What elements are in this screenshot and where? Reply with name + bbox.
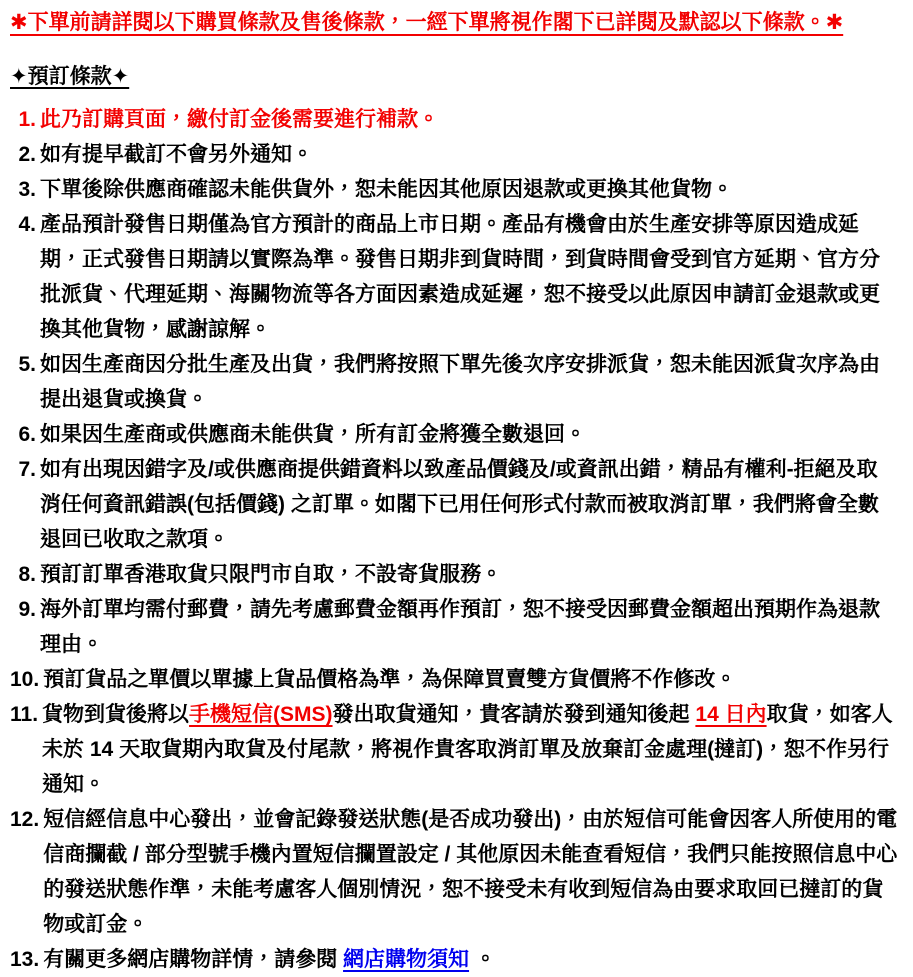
- warning-text: ✱下單前請詳閱以下購買條款及售後條款，一經下單將視作閣下已詳閱及默認以下條款。✱: [10, 11, 844, 34]
- item-text: [40, 452, 898, 557]
- item-text-content: 有關更多網店購物詳情，請參閱: [43, 948, 344, 971]
- term-item-13: [10, 942, 898, 977]
- term-item-2: [10, 137, 898, 172]
- item-number: 2.: [18, 143, 36, 166]
- term-item-5: [10, 347, 898, 417]
- item-number: 1.: [18, 108, 36, 131]
- item-text-content: 發出取貨通知，貴客請於發到通知後起: [332, 703, 696, 726]
- item-text-content: 如果因生產商或供應商未能供貨，所有訂金將獲全數退回。: [40, 423, 586, 446]
- term-item-6: [10, 417, 898, 452]
- item-text-content: 。: [469, 948, 496, 971]
- term-item-12: [10, 802, 898, 942]
- pre-order-warning-banner: [10, 6, 898, 40]
- item-text-content: 產品預計發售日期僅為官方預計的商品上市日期。產品有機會由於生產安排等原因造成延期，正式發售日期請以實際為準。發售日期非到貨時間，到貨時間會受到官方延期、官方分批派貨、代理延期、海關物流等各方面因素造成延遲，恕不接受以此原因申請訂金退款或更換其他貨物，感謝諒解。: [40, 213, 880, 341]
- item-number: 8.: [18, 563, 36, 586]
- section-heading-text: ✦預訂條款✦: [10, 65, 130, 88]
- item-text: [40, 417, 898, 452]
- item-text-content: 下單後除供應商確認未能供貨外，恕未能因其他原因退款或更換其他貨物。: [40, 178, 733, 201]
- item-number: 4.: [18, 213, 36, 236]
- item-number: 11.: [10, 703, 39, 726]
- item-text: [40, 592, 898, 662]
- item-text: [40, 172, 898, 207]
- item-text-content: 貨物到貨後將以: [42, 703, 190, 726]
- term-item-11: [10, 697, 898, 802]
- item-text-content: 預訂貨品之單價以單據上貨品價格為準，為保障買賣雙方貨價將不作修改。: [43, 668, 737, 691]
- item-text: [43, 942, 898, 977]
- section-heading: [10, 60, 898, 94]
- term-item-4: [10, 207, 898, 347]
- store-shopping-guide-link[interactable]: 網店購物須知: [343, 948, 470, 971]
- term-item-8: [10, 557, 898, 592]
- item-text: [40, 137, 898, 172]
- item-number: 13.: [10, 948, 40, 971]
- item-number: 9.: [18, 598, 36, 621]
- item-number: 6.: [18, 423, 36, 446]
- item-number: 3.: [18, 178, 36, 201]
- item-text: [43, 662, 898, 697]
- term-item-9: [10, 592, 898, 662]
- item-text-content: 短信經信息中心發出，並會記錄發送狀態(是否成功發出)，由於短信可能會因客人所使用的電信商攔截 / 部分型號手機內置短信攔置設定 / 其他原因未能查看短信，我們只能按照信息中心的發送狀態作準，未能考慮客人個別情況，恕不接受未有收到短信為由要求取回已撻訂的貨物或訂金。: [43, 808, 898, 936]
- term-item-10: [10, 662, 898, 697]
- pickup-deadline-highlight: 14 日內: [695, 703, 767, 726]
- item-number: 10.: [10, 668, 40, 691]
- term-item-3: [10, 172, 898, 207]
- item-text-content: 海外訂單均需付郵費，請先考慮郵費金額再作預訂，恕不接受因郵費金額超出預期作為退款理由。: [40, 598, 880, 656]
- item-text-content: 如有提早截訂不會另外通知。: [40, 143, 313, 166]
- item-text-content: 如有出現因錯字及/或供應商提供錯資料以致產品價錢及/或資訊出錯，精品有權利-拒絕及取消任何資訊錯誤(包括價錢) 之訂單。如閣下已用任何形式付款而被取消訂單，我們將會全數退回已收取之款項。: [40, 458, 879, 551]
- item-text: [40, 347, 898, 417]
- item-number: 5.: [18, 353, 36, 376]
- item-text: [40, 557, 898, 592]
- item-text-content: 取貨，如客人未於 14 天取貨期內取貨及付尾款，將視作貴客取消訂單及放棄訂金處理(撻訂)，恕不作另行通知。: [42, 703, 893, 796]
- item-text-content: 此乃訂購頁面，繳付訂金後需要進行補款。: [40, 108, 439, 131]
- item-number: 12.: [10, 808, 40, 831]
- term-item-7: [10, 452, 898, 557]
- item-text-content: 如因生產商因分批生產及出貨，我們將按照下單先後次序安排派貨，恕未能因派貨次序為由提出退貨或換貨。: [40, 353, 880, 411]
- item-text: [40, 102, 898, 137]
- term-item-1: [10, 102, 898, 137]
- terms-list: [10, 102, 898, 977]
- sms-notice-highlight: 手機短信(SMS): [189, 703, 333, 726]
- item-text: [42, 697, 898, 802]
- item-text: [43, 802, 898, 942]
- item-text-content: 預訂訂單香港取貨只限門市自取，不設寄貨服務。: [40, 563, 502, 586]
- item-number: 7.: [18, 458, 36, 481]
- item-text: [40, 207, 898, 347]
